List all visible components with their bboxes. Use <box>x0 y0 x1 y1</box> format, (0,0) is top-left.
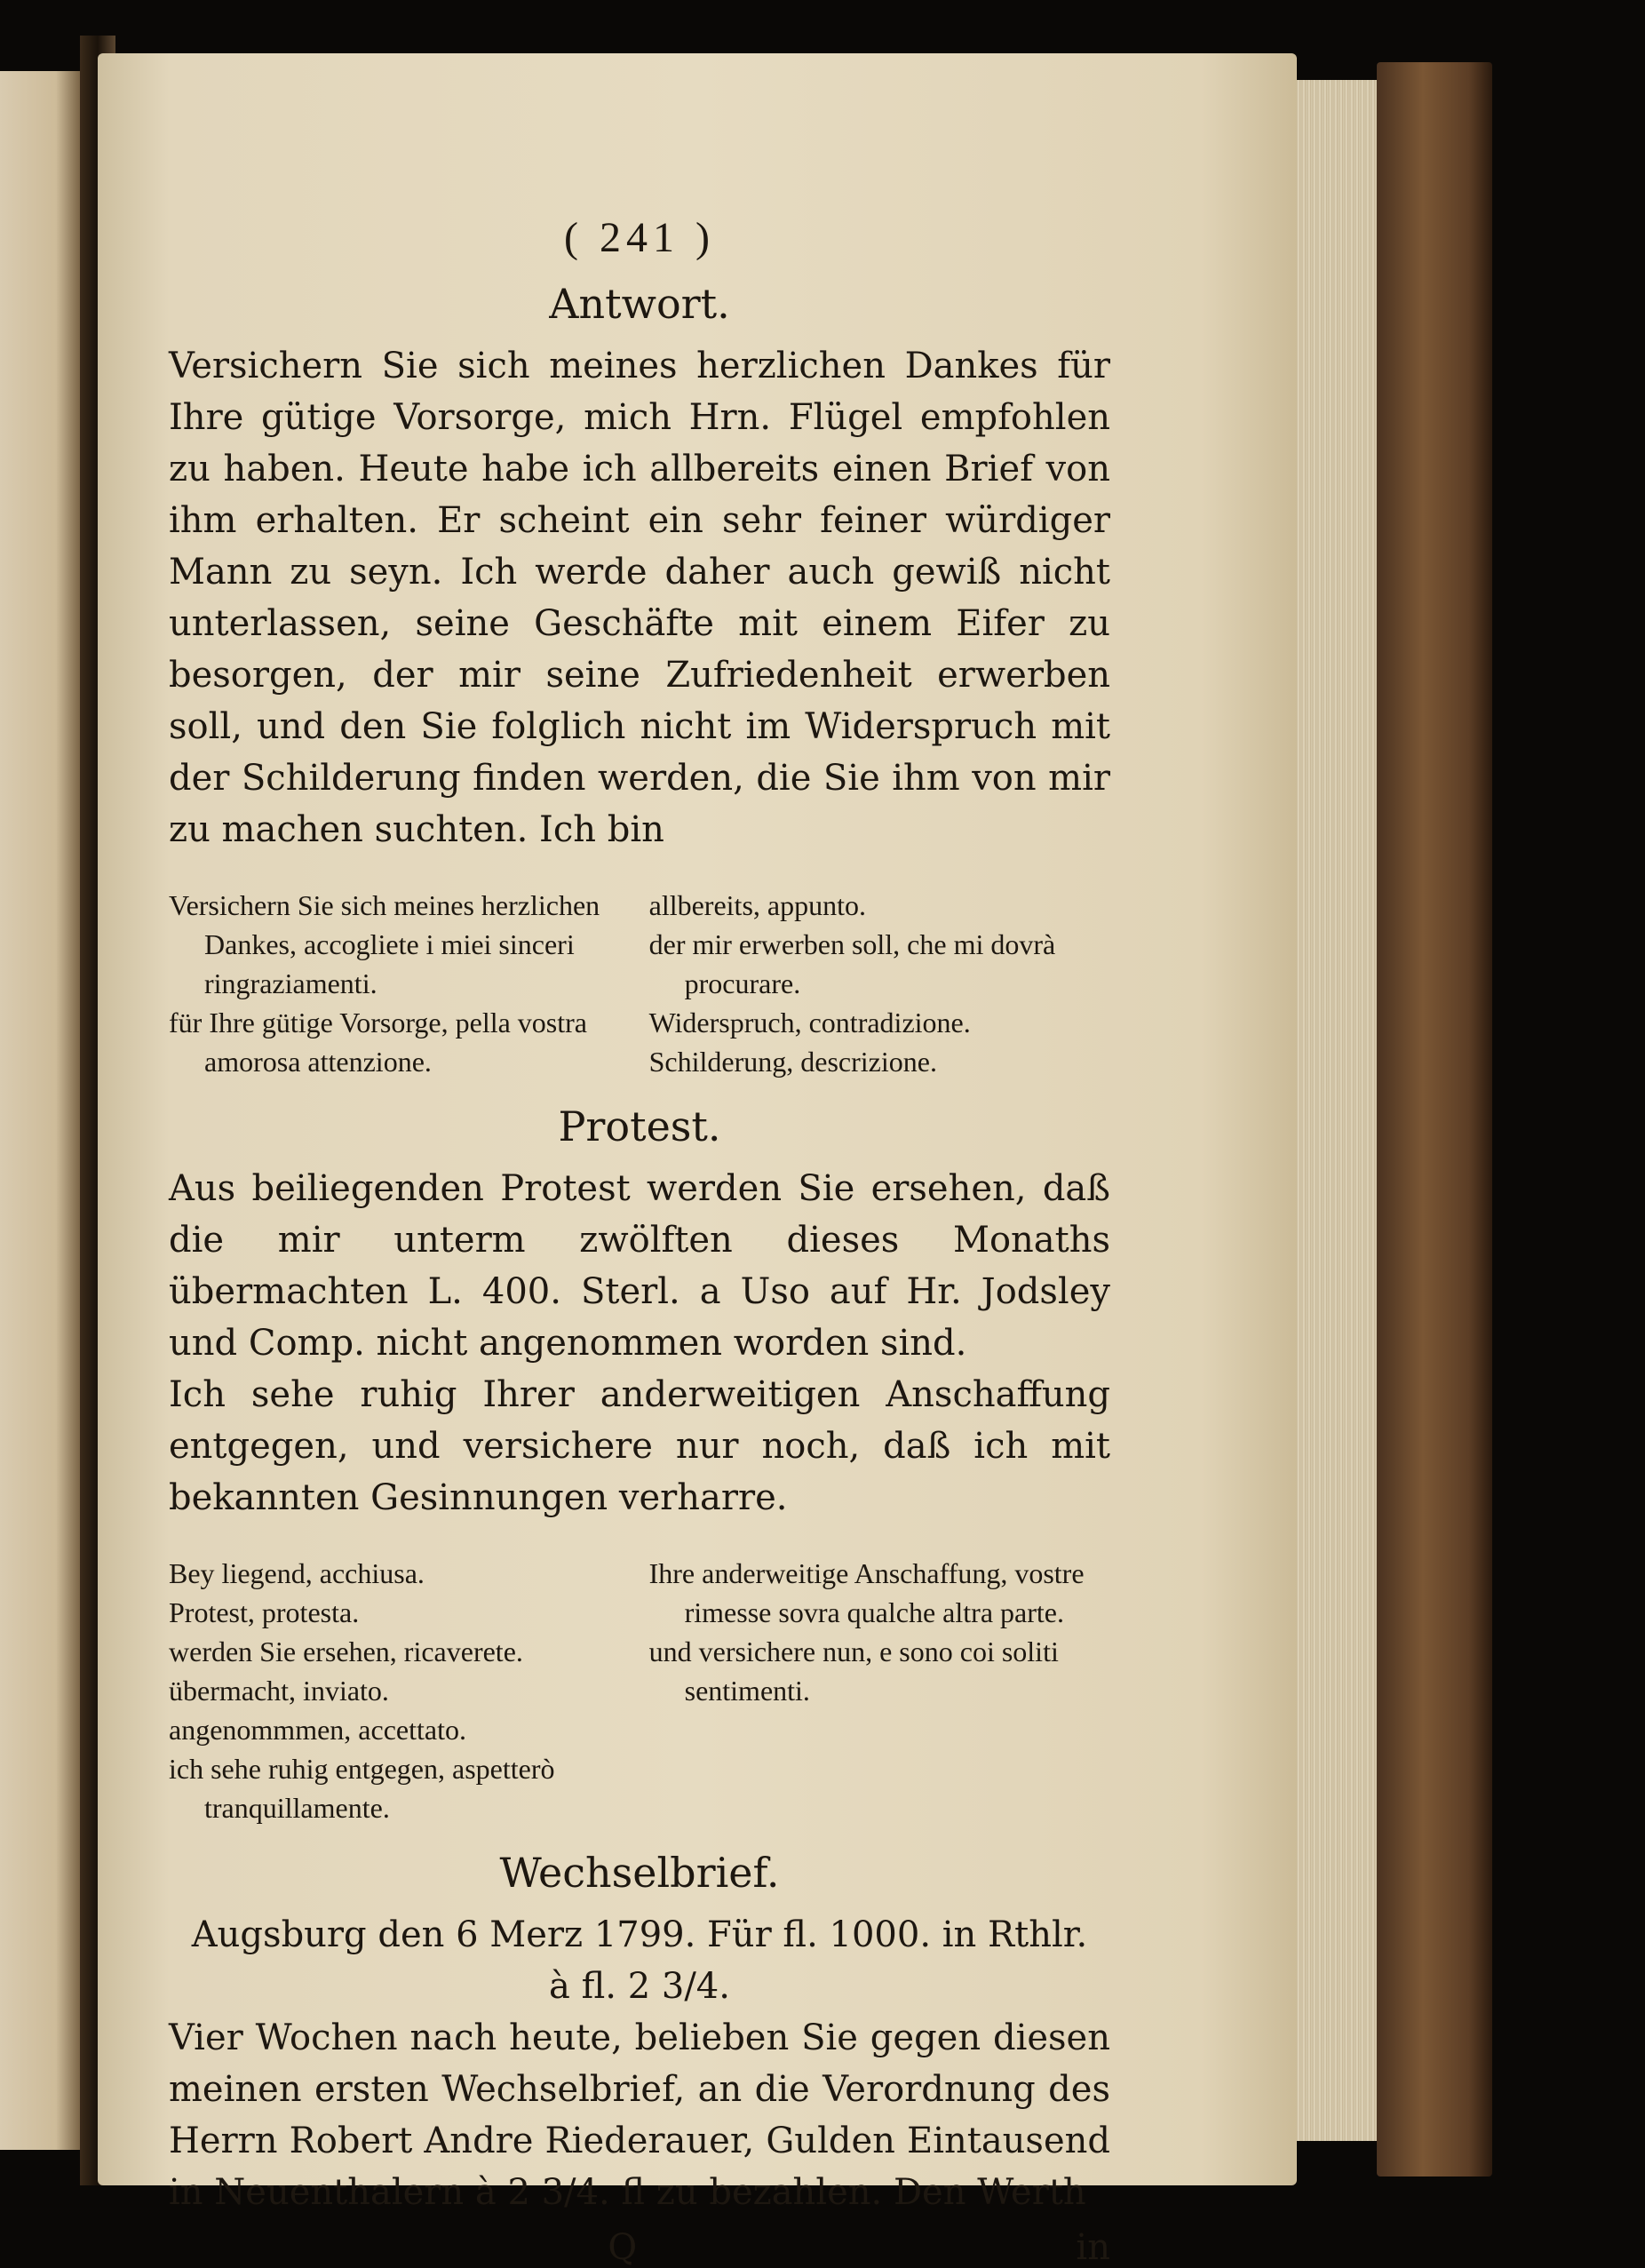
protest-vocabulary <box>169 1554 1110 1827</box>
protest-paragraph-2: Ich sehe ruhig Ihrer anderweitigen Anschaffung entgegen, und versichere nur noch, daß ich mit bekannten Gesinnungen verharre. <box>169 1374 1110 1518</box>
vocab-item: Versichern Sie sich meines herzlichen Dankes, accogliete i miei sinceri ringraziamenti. <box>169 889 600 999</box>
page-content <box>169 213 1110 2268</box>
vocab-item: und versichere nun, e sono coi soliti sentimenti. <box>648 1635 1059 1707</box>
book-cover <box>1377 62 1492 2176</box>
catchword: in <box>1076 2227 1110 2268</box>
signature-mark: Q <box>608 2227 638 2268</box>
vocab-item: Bey liegend, acchiusa. <box>169 1557 425 1589</box>
vocab-item: Schilderung, descrizione. <box>648 1046 937 1078</box>
vocab-item: Protest, protesta. <box>169 1596 360 1628</box>
vocab-item: ich sehe ruhig entgegen, aspetterò tranquillamente. <box>169 1753 555 1824</box>
vocab-item: werden Sie ersehen, ricaverete. <box>169 1635 523 1667</box>
section-title-antwort: Antwort. <box>549 280 730 328</box>
vocab-item: für Ihre gütige Vorsorge, pella vostra amorosa attenzione. <box>169 1007 587 1078</box>
vocab-item: der mir erwerben soll, che mi dovrà procurare. <box>648 928 1056 999</box>
wechselbrief-dateline: Augsburg den 6 Merz 1799. Für fl. 1000. in Rthlr. <box>191 1914 1088 1955</box>
page-number: ( 241 ) <box>564 214 715 261</box>
vocab-item: allbereits, appunto. <box>648 889 866 921</box>
wechselbrief-paragraph: Vier Wochen nach heute, belieben Sie gegen diesen meinen ersten Wechselbrief, an die Verordnung des Herrn Robert Andre Riederauer, Gulden Eintausend in Neuenthalern à 2 3/4. fl zu bezahlen. Den Werth <box>169 2017 1110 2213</box>
wechselbrief-rate: à fl. 2 3/4. <box>549 1966 730 2007</box>
section-title-wechselbrief: Wechselbrief. <box>499 1849 780 1897</box>
page-footer <box>169 2227 1110 2268</box>
antwort-vocabulary <box>169 886 1110 1081</box>
vocab-left-column <box>169 1554 630 1827</box>
protest-paragraph-1: Aus beiliegenden Protest werden Sie ersehen, daß die mir unterm zwölften dieses Monaths übermachten L. 400. Sterl. a Uso auf Hr. Jodsley und Comp. nicht angenommen worden sind. <box>169 1168 1110 1364</box>
vocab-right-column <box>649 886 1110 1081</box>
vocab-left-column <box>169 886 630 1081</box>
vocab-item: Ihre anderweitige Anschaffung, vostre rimesse sovra qualche altra parte. <box>648 1557 1085 1628</box>
section-title-protest: Protest. <box>558 1102 721 1150</box>
antwort-paragraph: Versichern Sie sich meines herzlichen Dankes für Ihre gütige Vorsorge, mich Hrn. Flügel empfohlen zu haben. Heute habe ich allbereits einen Brief von ihm erhalten. Er scheint ein sehr feiner würdiger Mann zu seyn. Ich werde daher auch gewiß nicht unterlassen, seine Geschäfte mit einem Eifer zu besorgen, der mir seine Zufriedenheit erwerben soll, und den Sie folglich nicht im Widerspruch mit der Schilderung finden werden, die Sie ihm von mir zu machen suchten. Ich bin <box>169 346 1110 850</box>
vocab-right-column <box>649 1554 1110 1827</box>
vocab-item: angenommmen, accettato. <box>169 1714 466 1746</box>
left-page-edge <box>0 71 80 2150</box>
vocab-item: Widerspruch, contradizione. <box>648 1007 971 1039</box>
vocab-item: übermacht, inviato. <box>169 1675 389 1707</box>
